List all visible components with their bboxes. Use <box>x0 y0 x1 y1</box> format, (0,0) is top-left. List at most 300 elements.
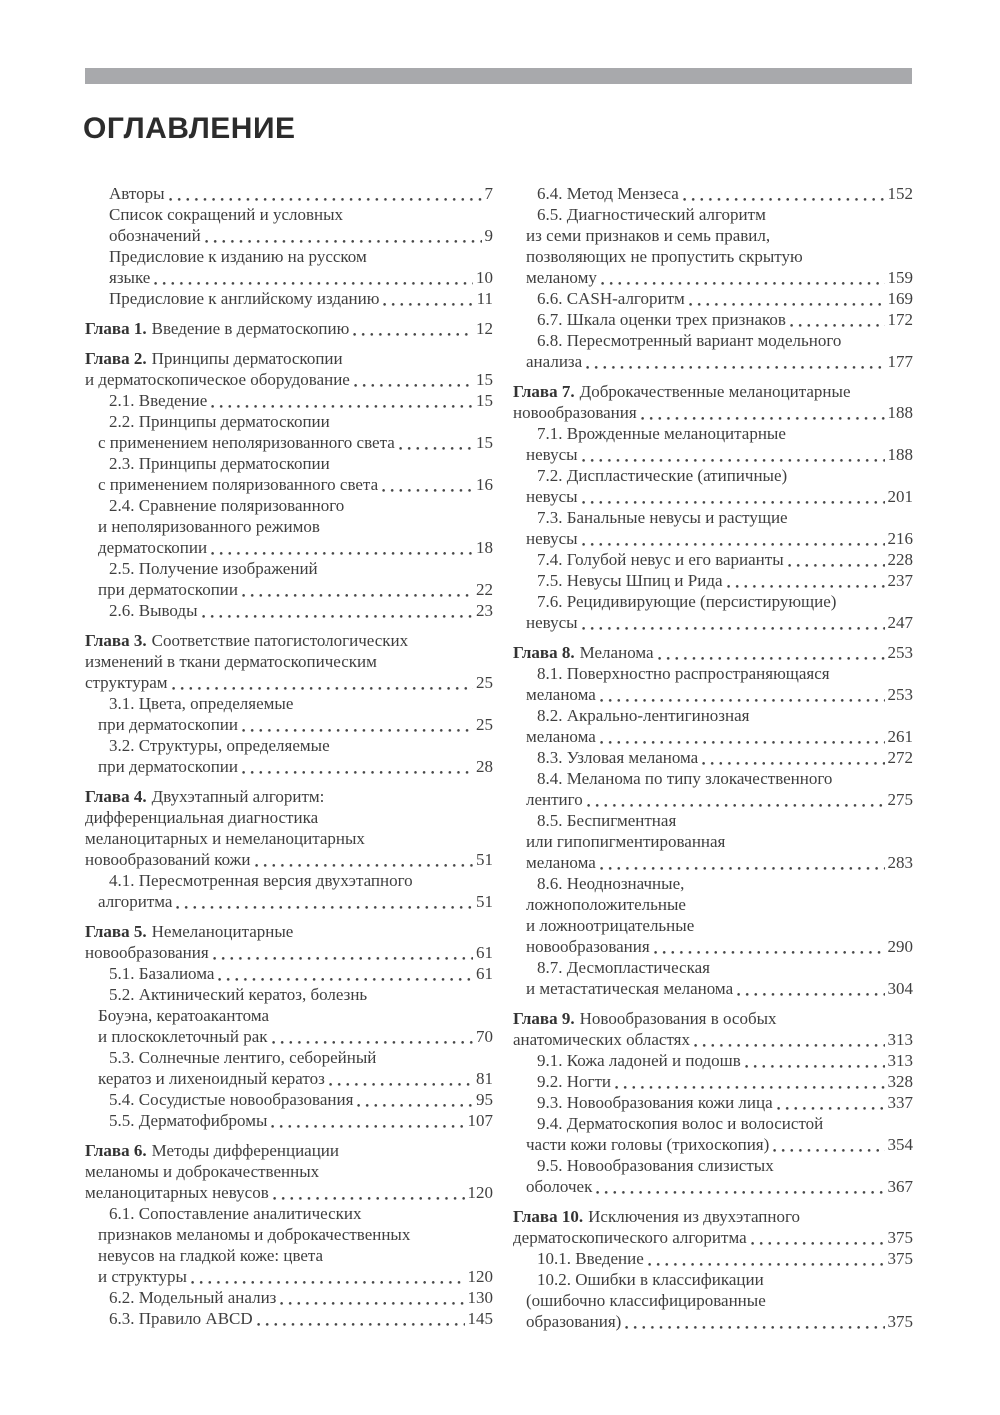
toc-line-text: и плоскоклеточный рак <box>98 1027 268 1046</box>
dot-leader <box>382 488 473 493</box>
toc-line-text: Введение в дерматоскопию <box>151 319 350 338</box>
toc-entry-text <box>526 1311 621 1332</box>
toc-entry-text <box>513 642 654 663</box>
toc-page-number: 130 <box>467 1288 493 1307</box>
toc-line-text: 3.2. Структуры, определяемые <box>109 736 330 755</box>
toc-entry-text <box>537 183 679 204</box>
toc-page-number: 275 <box>887 790 913 809</box>
toc-line-text: 8.3. Узловая меланома <box>537 748 699 767</box>
toc-line <box>513 1206 913 1227</box>
toc-line <box>513 1176 913 1197</box>
toc-line-text: Список сокращений и условных <box>109 205 344 224</box>
toc-entry-text <box>109 183 165 204</box>
toc-entry <box>513 1155 913 1197</box>
toc-line-text: Исключения из двухэтапного <box>588 1207 801 1226</box>
toc-entry-text <box>526 612 578 633</box>
toc-entry <box>85 1140 493 1203</box>
toc-line-text: 9.1. Кожа ладоней и подошв <box>537 1051 741 1070</box>
toc-line <box>85 1026 493 1047</box>
toc-entry <box>513 642 913 663</box>
toc-line <box>513 915 913 936</box>
toc-line-text: 8.7. Десмопластическая <box>537 958 710 977</box>
toc-line-text: лентиго <box>526 790 583 809</box>
toc-entry <box>85 453 493 495</box>
toc-entry-text <box>109 453 330 474</box>
toc-line <box>85 1308 493 1329</box>
toc-page-number: 261 <box>887 727 913 746</box>
dot-leader <box>683 197 885 202</box>
toc-page-number: 313 <box>887 1030 913 1049</box>
toc-line <box>513 612 913 633</box>
toc-line <box>85 1182 493 1203</box>
dot-leader <box>257 1322 465 1327</box>
toc-line-text: Боуэна, кератоакантома <box>98 1006 270 1025</box>
dot-leader <box>354 383 473 388</box>
toc-entry <box>85 963 493 984</box>
toc-entry <box>85 1110 493 1131</box>
toc-line-text: 2.6. Выводы <box>109 601 198 620</box>
dot-leader <box>329 1082 473 1087</box>
toc-line <box>513 1248 913 1269</box>
toc-page-number: 328 <box>887 1072 913 1091</box>
toc-entry-text <box>526 225 770 246</box>
toc-line-text: 10.1. Введение <box>537 1249 644 1268</box>
dot-leader <box>273 1196 465 1201</box>
toc-line <box>513 936 913 957</box>
toc-line <box>513 852 913 873</box>
toc-line <box>513 351 913 372</box>
toc-entry-text <box>98 1245 323 1266</box>
dot-leader <box>751 1241 885 1246</box>
toc-line <box>513 246 913 267</box>
toc-page-number: 23 <box>476 601 493 620</box>
toc-entry-text <box>85 318 349 339</box>
toc-line <box>85 786 493 807</box>
toc-line <box>513 726 913 747</box>
toc-line <box>85 1224 493 1245</box>
toc-line <box>85 390 493 411</box>
toc-entry-text <box>109 1203 362 1224</box>
toc-entry-text <box>526 852 596 873</box>
toc-line-text: ложноположительные <box>526 895 686 914</box>
toc-line <box>513 591 913 612</box>
dot-leader <box>213 956 473 961</box>
toc-line-text: при дерматоскопии <box>98 757 238 776</box>
toc-line-text: изменений в ткани дерматоскопическим <box>85 652 377 671</box>
toc-line <box>513 705 913 726</box>
toc-entry <box>85 246 493 288</box>
toc-line-text: 4.1. Пересмотренная версия двухэтапного <box>109 871 413 890</box>
toc-line <box>85 495 493 516</box>
toc-entry <box>513 507 913 549</box>
toc-line <box>513 768 913 789</box>
toc-line-text: 2.5. Получение изображений <box>109 559 318 578</box>
toc-line-text: 7.4. Голубой невус и его варианты <box>537 550 784 569</box>
toc-page-number: 25 <box>476 715 493 734</box>
toc-entry-text <box>109 1287 276 1308</box>
toc-entry <box>85 1089 493 1110</box>
dot-leader <box>615 1085 884 1090</box>
toc-entry-text <box>537 309 786 330</box>
toc-entry <box>513 873 913 957</box>
toc-entry-text <box>85 348 343 369</box>
dot-leader <box>218 977 473 982</box>
toc-line <box>85 828 493 849</box>
toc-line-text: языке <box>109 268 151 287</box>
toc-entry-text <box>109 204 343 225</box>
toc-entry <box>513 1008 913 1050</box>
toc-line-text: 6.8. Пересмотренный вариант модельного <box>537 331 842 350</box>
toc-entry <box>85 411 493 453</box>
toc-line <box>85 984 493 1005</box>
toc-page-number: 70 <box>476 1027 493 1046</box>
toc-page-number: 10 <box>476 268 493 287</box>
toc-line <box>85 651 493 672</box>
toc-line-text: 9.2. Ногти <box>537 1072 612 1091</box>
toc-page-number: 237 <box>887 571 913 590</box>
toc-line <box>513 894 913 915</box>
toc-line-text: признаков меланомы и доброкачественных <box>98 1225 411 1244</box>
toc-line-text: 6.5. Диагностический алгоритм <box>537 205 766 224</box>
toc-entry <box>85 735 493 777</box>
toc-line <box>513 225 913 246</box>
toc-line <box>513 288 913 309</box>
toc-page-number: 7 <box>484 184 493 203</box>
toc-line-text: 9.4. Дерматоскопия волос и волосистой <box>537 1114 824 1133</box>
toc-line-text: обозначений <box>109 226 201 245</box>
top-rule-bar <box>85 68 912 84</box>
toc-entry <box>513 549 913 570</box>
toc-line <box>513 1050 913 1071</box>
toc-entry <box>513 591 913 633</box>
toc-entry-text <box>537 957 710 978</box>
toc-entry-text <box>537 810 676 831</box>
toc-line <box>85 1245 493 1266</box>
toc-entry-text <box>109 735 330 756</box>
toc-page-number: 272 <box>887 748 913 767</box>
dot-leader <box>154 281 473 286</box>
dot-leader <box>242 728 473 733</box>
toc-line-text: невусов на гладкой коже: цвета <box>98 1246 324 1265</box>
toc-entry-text <box>98 1224 410 1245</box>
toc-line-text: 6.3. Правило ABCD <box>109 1309 253 1328</box>
toc-page-number: 9 <box>484 226 493 245</box>
toc-line <box>85 369 493 390</box>
toc-entry-text <box>109 267 150 288</box>
dot-leader <box>596 1190 884 1195</box>
toc-line-text: 9.3. Новообразования кожи лица <box>537 1093 773 1112</box>
toc-line-text: 7.6. Рецидивирующие (персистирующие) <box>537 592 837 611</box>
dot-leader <box>357 1103 473 1108</box>
toc-line <box>85 1068 493 1089</box>
toc-line-text: и ложноотрицательные <box>526 916 695 935</box>
toc-line <box>513 381 913 402</box>
toc-entry-text <box>526 246 803 267</box>
toc-line <box>513 528 913 549</box>
toc-line <box>85 963 493 984</box>
toc-line <box>85 849 493 870</box>
toc-line <box>85 630 493 651</box>
toc-entry <box>85 183 493 204</box>
toc-page-number: 253 <box>887 685 913 704</box>
dot-leader <box>600 740 885 745</box>
toc-line-text: Новообразования в особых <box>579 1009 777 1028</box>
toc-line <box>85 693 493 714</box>
toc-line <box>513 465 913 486</box>
dot-leader <box>211 404 473 409</box>
toc-entry-text <box>109 600 198 621</box>
dot-leader <box>600 866 885 871</box>
toc-entry-text <box>537 747 698 768</box>
toc-entry-text <box>537 507 788 528</box>
toc-entry <box>513 957 913 999</box>
dot-leader <box>272 1040 473 1045</box>
toc-entry-text <box>513 381 851 402</box>
toc-line-text: невусы <box>526 613 578 632</box>
dot-leader <box>191 1280 465 1285</box>
toc-entry <box>513 204 913 288</box>
toc-entry <box>85 495 493 558</box>
toc-chapter-label: Глава 1. <box>85 319 147 338</box>
toc-chapter-label: Глава 4. <box>85 787 147 806</box>
toc-line-text: новообразования <box>526 937 650 956</box>
toc-line <box>513 1155 913 1176</box>
toc-entry-text <box>85 651 377 672</box>
dot-leader <box>737 992 884 997</box>
toc-line <box>85 891 493 912</box>
toc-page-number: 22 <box>476 580 493 599</box>
toc-entry-text <box>537 1092 773 1113</box>
toc-entry-text <box>537 1071 611 1092</box>
toc-line-text: 8.5. Беспигментная <box>537 811 677 830</box>
toc-entry-text <box>85 921 293 942</box>
dot-leader <box>694 1043 885 1048</box>
toc-entry-text <box>513 1206 800 1227</box>
toc-line <box>85 432 493 453</box>
toc-entry <box>513 768 913 810</box>
toc-line <box>513 684 913 705</box>
toc-entry-text <box>537 1248 644 1269</box>
toc-line-text: 5.5. Дерматофибромы <box>109 1111 268 1130</box>
toc-entry-text <box>526 1176 592 1197</box>
dot-leader <box>790 323 885 328</box>
toc-line <box>85 1005 493 1026</box>
toc-line <box>85 870 493 891</box>
toc-entry-text <box>526 726 596 747</box>
toc-entry <box>513 1206 913 1248</box>
toc-entry <box>513 288 913 309</box>
toc-line <box>513 402 913 423</box>
toc-line <box>85 411 493 432</box>
dot-leader <box>399 446 473 451</box>
toc-line <box>513 1311 913 1332</box>
toc-line-text: анализа <box>526 352 583 371</box>
toc-entry-text <box>85 1182 269 1203</box>
toc-line-text: образования) <box>526 1312 622 1331</box>
toc-line <box>513 549 913 570</box>
toc-line-text: 2.3. Принципы дерматоскопии <box>109 454 330 473</box>
toc-page-number: 304 <box>887 979 913 998</box>
toc-line-text: 5.1. Базалиома <box>109 964 215 983</box>
dot-leader <box>202 614 473 619</box>
toc-entry-text <box>85 849 251 870</box>
toc-page-number: 81 <box>476 1069 493 1088</box>
toc-line <box>513 330 913 351</box>
toc-line <box>85 537 493 558</box>
toc-line <box>513 1092 913 1113</box>
toc-page-number: 15 <box>476 370 493 389</box>
toc-entry-text <box>526 936 650 957</box>
toc-entry-text <box>85 369 350 390</box>
toc-entry-text <box>537 663 830 684</box>
dot-leader <box>727 584 885 589</box>
toc-page-number: 11 <box>476 289 493 308</box>
toc-line-text: новообразования <box>85 943 209 962</box>
toc-line <box>513 1113 913 1134</box>
toc-entry <box>513 663 913 705</box>
dot-leader <box>587 803 885 808</box>
toc-entry-text <box>537 591 836 612</box>
toc-line-text: с применением неполяризованного света <box>98 433 395 452</box>
toc-entry <box>513 330 913 372</box>
toc-line <box>85 1161 493 1182</box>
toc-entry-text <box>537 549 784 570</box>
toc-entry <box>513 747 913 768</box>
toc-columns <box>85 183 913 1332</box>
toc-line <box>85 453 493 474</box>
toc-line <box>85 1140 493 1161</box>
toc-entry-text <box>85 942 209 963</box>
dot-leader <box>702 761 884 766</box>
toc-line <box>85 600 493 621</box>
toc-line-text: меланому <box>526 268 597 287</box>
toc-entry-text <box>526 789 583 810</box>
page-title: ОГЛАВЛЕНИЕ <box>83 112 296 145</box>
toc-page-number: 177 <box>887 352 913 371</box>
dot-leader <box>648 1262 885 1267</box>
toc-line-text: 8.4. Меланома по типу злокачественного <box>537 769 833 788</box>
toc-line <box>85 921 493 942</box>
toc-line-text: и метастатическая меланома <box>526 979 734 998</box>
toc-line-text: невусы <box>526 487 578 506</box>
toc-line-text: меланома <box>526 853 596 872</box>
toc-entry-text <box>537 570 723 591</box>
toc-line-text: дерматоскопии <box>98 538 208 557</box>
toc-line-text: 2.1. Введение <box>109 391 208 410</box>
toc-entry-text <box>109 495 344 516</box>
toc-column <box>85 183 493 1329</box>
toc-entry-text <box>526 444 578 465</box>
toc-line <box>85 246 493 267</box>
toc-line <box>513 1134 913 1155</box>
toc-line-text: меланоцитарных невусов <box>85 1183 269 1202</box>
toc-line <box>85 288 493 309</box>
toc-page-number: 375 <box>887 1249 913 1268</box>
toc-entry-text <box>109 288 379 309</box>
dot-leader <box>172 686 473 691</box>
toc-line <box>513 1008 913 1029</box>
toc-line <box>513 873 913 894</box>
toc-line-text: дифференциальная диагностика <box>85 808 319 827</box>
toc-line <box>513 1227 913 1248</box>
dot-leader <box>280 1301 464 1306</box>
toc-line <box>513 831 913 852</box>
toc-entry <box>513 1071 913 1092</box>
toc-page-number: 354 <box>887 1135 913 1154</box>
toc-line-text: (ошибочно классифицированные <box>526 1291 766 1310</box>
dot-leader <box>353 332 473 337</box>
toc-page-number: 28 <box>476 757 493 776</box>
toc-line-text: или гипопигментированная <box>526 832 726 851</box>
dot-leader <box>383 302 473 307</box>
toc-entry <box>85 288 493 309</box>
toc-entry-text <box>98 1026 268 1047</box>
toc-entry-text <box>98 579 238 600</box>
toc-line <box>85 318 493 339</box>
toc-line-text: 10.2. Ошибки в классификации <box>537 1270 764 1289</box>
toc-entry <box>85 786 493 870</box>
toc-page-number: 216 <box>887 529 913 548</box>
toc-chapter-label: Глава 3. <box>85 631 147 650</box>
toc-page-number: 61 <box>476 943 493 962</box>
toc-line <box>85 1287 493 1308</box>
toc-line <box>85 942 493 963</box>
toc-entry <box>513 705 913 747</box>
toc-line <box>85 1047 493 1068</box>
toc-page-number: 172 <box>887 310 913 329</box>
toc-line <box>513 789 913 810</box>
toc-entry-text <box>109 870 413 891</box>
toc-line-text: Авторы <box>109 184 165 203</box>
toc-entry <box>85 630 493 693</box>
toc-entry <box>513 381 913 423</box>
toc-line-text: 6.2. Модельный анализ <box>109 1288 277 1307</box>
dot-leader <box>777 1106 885 1111</box>
toc-entry <box>513 423 913 465</box>
toc-entry-text <box>537 1113 823 1134</box>
toc-entry-text <box>109 1308 253 1329</box>
dot-leader <box>641 416 885 421</box>
toc-chapter-label: Глава 8. <box>513 643 575 662</box>
toc-entry-text <box>537 204 766 225</box>
toc-line-text: Соответствие патогистологических <box>151 631 409 650</box>
toc-line <box>513 642 913 663</box>
toc-page-number: 51 <box>476 892 493 911</box>
toc-entry <box>513 570 913 591</box>
toc-line-text: Меланома <box>579 643 654 662</box>
toc-page-number: 313 <box>887 1051 913 1070</box>
toc-line-text: Принципы дерматоскопии <box>151 349 343 368</box>
toc-line-text: 6.4. Метод Мензеса <box>537 184 679 203</box>
toc-entry-text <box>109 693 293 714</box>
toc-entry-text <box>109 1089 353 1110</box>
toc-line-text: и структуры <box>98 1267 187 1286</box>
toc-page-number: 152 <box>887 184 913 203</box>
toc-line-text: невусы <box>526 445 578 464</box>
toc-line-text: Двухэтапный алгоритм: <box>151 787 325 806</box>
toc-page-number: 375 <box>887 1312 913 1331</box>
toc-line-text: меланома <box>526 685 596 704</box>
toc-line-text: 9.5. Новообразования слизистых <box>537 1156 774 1175</box>
dot-leader <box>600 698 885 703</box>
toc-entry-text <box>513 1029 690 1050</box>
toc-line <box>513 444 913 465</box>
toc-line-text: 8.1. Поверхностно распространяющаяся <box>537 664 830 683</box>
toc-entry-text <box>537 705 749 726</box>
toc-page-number: 120 <box>467 1267 493 1286</box>
toc-entry <box>85 390 493 411</box>
toc-line <box>85 756 493 777</box>
